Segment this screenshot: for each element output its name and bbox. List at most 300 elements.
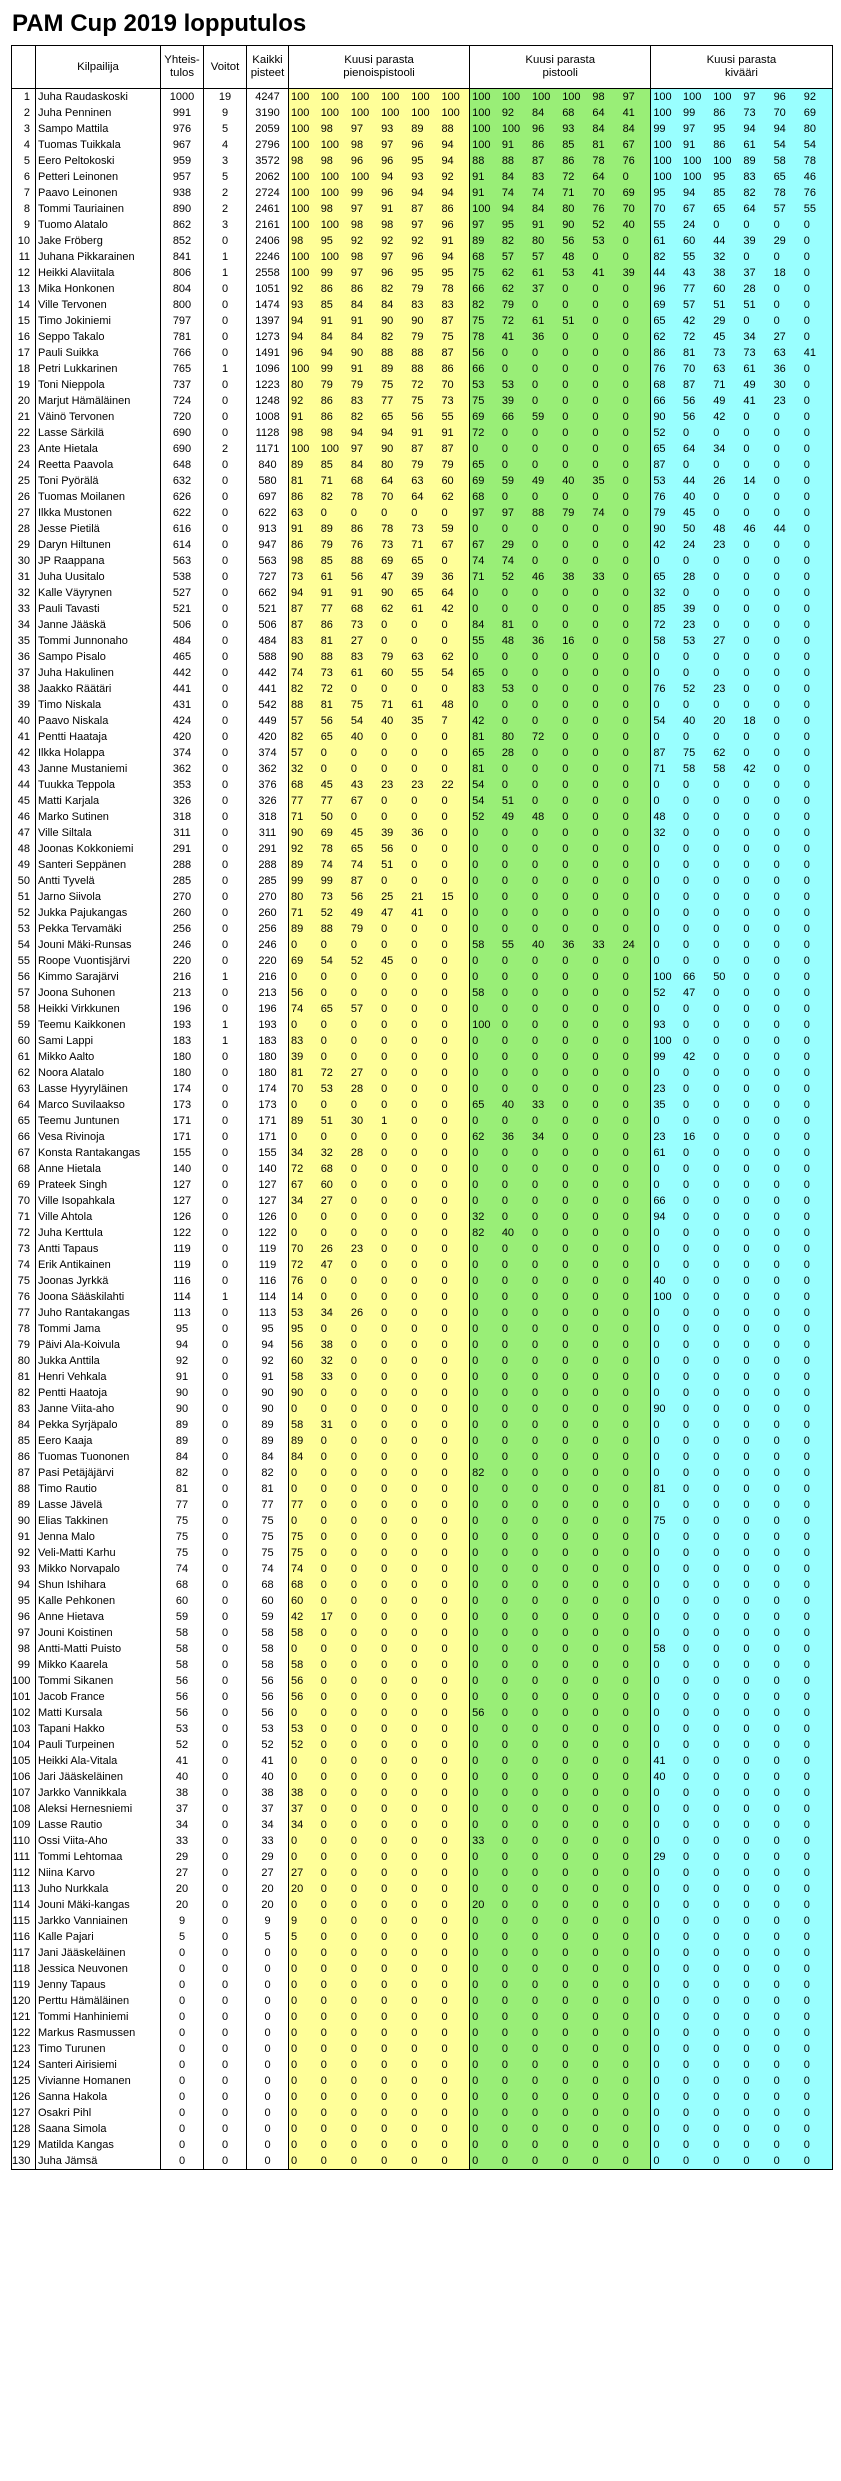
rifle-score: 0 [802,1305,832,1321]
small-pistol-score: 0 [439,905,469,921]
small-pistol-score: 68 [349,601,379,617]
pistol-score: 0 [621,1817,651,1833]
small-pistol-score: 91 [349,313,379,329]
small-pistol-score: 0 [379,1177,409,1193]
rifle-score: 0 [802,393,832,409]
small-pistol-score: 0 [319,1049,349,1065]
pistol-score: 69 [621,185,651,201]
rank-cell: 83 [12,1401,36,1417]
pistol-score: 0 [590,1033,620,1049]
small-pistol-score: 0 [439,1609,469,1625]
rifle-score: 23 [711,681,741,697]
wins-count: 0 [204,697,247,713]
rifle-score: 0 [772,777,802,793]
rifle-score: 0 [772,1721,802,1737]
pistol-score: 86 [560,153,590,169]
rifle-score: 0 [741,1049,771,1065]
small-pistol-score: 0 [379,1817,409,1833]
rifle-score: 0 [741,569,771,585]
pistol-score: 0 [470,857,500,873]
rifle-score: 0 [651,1529,681,1545]
all-points: 127 [247,1193,289,1209]
small-pistol-score: 0 [409,1273,439,1289]
table-row [12,249,833,265]
small-pistol-score: 0 [409,1337,439,1353]
total-score: 173 [161,1097,204,1113]
pistol-score: 0 [560,1609,590,1625]
small-pistol-score: 90 [379,585,409,601]
small-pistol-score: 0 [289,1945,319,1961]
pistol-score: 0 [530,1049,560,1065]
pistol-score: 40 [621,217,651,233]
rifle-score: 0 [741,2057,771,2073]
small-pistol-score: 69 [379,553,409,569]
rifle-score: 68 [651,377,681,393]
all-points: 1171 [247,441,289,457]
rifle-score: 65 [772,169,802,185]
total-score: 127 [161,1177,204,1193]
small-pistol-score: 83 [349,393,379,409]
pistol-score: 0 [470,1401,500,1417]
rifle-score: 0 [711,425,741,441]
rank-cell: 126 [12,2089,36,2105]
small-pistol-score: 64 [439,585,469,601]
small-pistol-score: 100 [319,89,349,106]
pistol-score: 0 [470,2153,500,2170]
pistol-score: 0 [560,1385,590,1401]
rifle-score: 0 [651,1417,681,1433]
competitor-name: Jacob France [36,1689,161,1705]
rifle-score: 0 [651,1881,681,1897]
table-row [12,1993,833,2009]
all-points: 441 [247,681,289,697]
pistol-score: 0 [500,1849,530,1865]
pistol-score: 80 [500,729,530,745]
small-pistol-score: 0 [289,2057,319,2073]
all-points: 1051 [247,281,289,297]
pistol-score: 0 [470,1353,500,1369]
pistol-score: 0 [470,873,500,889]
pistol-score: 0 [560,1225,590,1241]
rifle-score: 0 [802,217,832,233]
small-pistol-score: 54 [319,953,349,969]
table-row [12,1913,833,1929]
small-pistol-score: 0 [409,1529,439,1545]
pistol-score: 100 [470,121,500,137]
competitor-name: Sampo Mattila [36,121,161,137]
pistol-score: 0 [590,1305,620,1321]
pistol-score: 49 [530,473,560,489]
pistol-score: 84 [530,105,560,121]
rank-cell: 7 [12,185,36,201]
pistol-score: 0 [500,1433,530,1449]
small-pistol-score: 0 [409,1481,439,1497]
pistol-score: 0 [470,1113,500,1129]
pistol-score: 0 [530,1353,560,1369]
small-pistol-score: 63 [409,649,439,665]
competitor-name: Jouni Mäki-Runsas [36,937,161,953]
wins-count: 0 [204,745,247,761]
pistol-score: 0 [470,1545,500,1561]
pistol-score: 0 [500,1417,530,1433]
rifle-score: 0 [681,1993,711,2009]
pistol-score: 0 [621,1177,651,1193]
pistol-score: 97 [500,505,530,521]
total-score: 256 [161,921,204,937]
small-pistol-score: 86 [319,281,349,297]
pistol-score: 0 [530,985,560,1001]
pistol-score: 0 [621,489,651,505]
small-pistol-score: 76 [349,537,379,553]
rifle-score: 0 [802,1193,832,1209]
rifle-score: 0 [711,1081,741,1097]
small-pistol-score: 97 [349,441,379,457]
small-pistol-score: 94 [439,249,469,265]
rifle-score: 0 [711,1433,741,1449]
rifle-score: 0 [651,1593,681,1609]
rifle-score: 0 [802,1177,832,1193]
total-score: 56 [161,1705,204,1721]
rifle-score: 0 [772,697,802,713]
small-pistol-score: 0 [409,2073,439,2089]
rank-cell: 16 [12,329,36,345]
small-pistol-score: 0 [409,681,439,697]
wins-count: 0 [204,2009,247,2025]
rifle-score: 0 [711,1369,741,1385]
rifle-score: 0 [711,1481,741,1497]
table-row [12,329,833,345]
pistol-score: 0 [470,1593,500,1609]
wins-count: 0 [204,1833,247,1849]
rank-cell: 78 [12,1321,36,1337]
small-pistol-score: 0 [439,825,469,841]
pistol-score: 0 [470,1305,500,1321]
rifle-score: 49 [741,377,771,393]
rifle-score: 0 [741,825,771,841]
small-pistol-score: 0 [409,857,439,873]
rifle-score: 63 [711,361,741,377]
pistol-score: 0 [500,1065,530,1081]
rifle-score: 0 [681,1001,711,1017]
small-pistol-score: 0 [379,1209,409,1225]
table-row [12,681,833,697]
small-pistol-score: 0 [349,1657,379,1673]
rifle-score: 0 [802,1833,832,1849]
pistol-score: 0 [470,1385,500,1401]
table-row [12,1689,833,1705]
rifle-score: 0 [711,2041,741,2057]
rank-cell: 24 [12,457,36,473]
small-pistol-score: 0 [319,1913,349,1929]
pistol-score: 53 [500,377,530,393]
rifle-score: 73 [711,345,741,361]
small-pistol-score: 0 [349,1705,379,1721]
all-points: 580 [247,473,289,489]
rank-cell: 54 [12,937,36,953]
small-pistol-score: 0 [319,969,349,985]
pistol-score: 0 [500,1161,530,1177]
all-points: 122 [247,1225,289,1241]
small-pistol-score: 0 [319,1753,349,1769]
pistol-score: 0 [500,761,530,777]
pistol-score: 0 [530,1625,560,1641]
pistol-score: 0 [621,665,651,681]
pistol-score: 0 [530,393,560,409]
rifle-score: 58 [651,1641,681,1657]
rifle-score: 0 [741,1017,771,1033]
small-pistol-score: 60 [439,473,469,489]
small-pistol-score: 73 [349,617,379,633]
table-row [12,1321,833,1337]
rank-cell: 34 [12,617,36,633]
rank-cell: 88 [12,1481,36,1497]
rank-cell: 29 [12,537,36,553]
rifle-score: 58 [681,761,711,777]
rifle-score: 99 [681,105,711,121]
pistol-score: 0 [560,857,590,873]
table-row [12,1145,833,1161]
total-score: 91 [161,1369,204,1385]
rifle-score: 16 [681,1129,711,1145]
pistol-score: 84 [500,169,530,185]
total-score: 431 [161,697,204,713]
small-pistol-score: 56 [289,985,319,1001]
competitor-name: Joona Suhonen [36,985,161,1001]
small-pistol-score: 79 [409,457,439,473]
rifle-score: 0 [772,1193,802,1209]
small-pistol-score: 0 [289,1465,319,1481]
small-pistol-score: 0 [379,1881,409,1897]
pistol-score: 0 [500,1561,530,1577]
rifle-score: 0 [711,1049,741,1065]
small-pistol-score: 0 [379,1929,409,1945]
small-pistol-score: 14 [289,1289,319,1305]
pistol-score: 0 [470,2105,500,2121]
small-pistol-score: 82 [379,281,409,297]
all-points: 20 [247,1881,289,1897]
small-pistol-score: 0 [349,1641,379,1657]
small-pistol-score: 0 [379,681,409,697]
small-pistol-score: 75 [349,697,379,713]
wins-count: 0 [204,1689,247,1705]
total-score: 806 [161,265,204,281]
pistol-score: 0 [590,1753,620,1769]
pistol-score: 66 [470,281,500,297]
small-pistol-score: 0 [289,2121,319,2137]
all-points: 2796 [247,137,289,153]
rifle-score: 79 [651,505,681,521]
pistol-score: 0 [621,441,651,457]
rifle-score: 37 [741,265,771,281]
small-pistol-score: 99 [319,265,349,281]
rank-cell: 68 [12,1161,36,1177]
wins-count: 0 [204,2105,247,2121]
small-pistol-score: 0 [319,2105,349,2121]
rifle-score: 0 [741,505,771,521]
small-pistol-score: 0 [319,1865,349,1881]
small-pistol-score: 0 [289,2153,319,2170]
pistol-score: 0 [621,1945,651,1961]
small-pistol-score: 0 [409,921,439,937]
rifle-score: 0 [772,1961,802,1977]
rank-cell: 70 [12,1193,36,1209]
rifle-score: 0 [802,2121,832,2137]
rifle-score: 24 [681,537,711,553]
rank-cell: 103 [12,1721,36,1737]
table-row [12,2025,833,2041]
small-pistol-score: 0 [439,1321,469,1337]
pistol-score: 0 [590,521,620,537]
wins-count: 0 [204,489,247,505]
small-pistol-score: 0 [349,505,379,521]
pistol-score: 0 [621,553,651,569]
table-row [12,1769,833,1785]
small-pistol-score: 53 [319,1081,349,1097]
pistol-score: 74 [500,553,530,569]
small-pistol-score: 96 [379,265,409,281]
pistol-score: 0 [560,713,590,729]
table-row [12,1337,833,1353]
small-pistol-score: 95 [439,265,469,281]
rifle-score: 86 [711,137,741,153]
rifle-score: 0 [772,905,802,921]
small-pistol-score: 98 [349,137,379,153]
pistol-score: 0 [530,1801,560,1817]
pistol-score: 0 [530,793,560,809]
small-pistol-score: 0 [319,1033,349,1049]
rifle-score: 0 [802,1737,832,1753]
rifle-score: 0 [741,425,771,441]
small-pistol-score: 0 [439,505,469,521]
rifle-score: 0 [711,2153,741,2170]
all-points: 913 [247,521,289,537]
rifle-score: 0 [741,1993,771,2009]
pistol-score: 0 [560,457,590,473]
pistol-score: 0 [560,1257,590,1273]
pistol-score: 36 [560,937,590,953]
pistol-score: 53 [470,377,500,393]
total-score: 0 [161,1961,204,1977]
rifle-score: 0 [802,1369,832,1385]
rifle-score: 0 [681,1737,711,1753]
pistol-score: 0 [470,1657,500,1673]
small-pistol-score: 0 [379,1081,409,1097]
pistol-score: 0 [621,729,651,745]
competitor-name: Lasse Rautio [36,1817,161,1833]
rifle-score: 100 [651,969,681,985]
small-pistol-score: 0 [319,1945,349,1961]
rifle-score: 0 [802,1289,832,1305]
small-pistol-score: 87 [289,617,319,633]
pistol-score: 0 [621,1881,651,1897]
small-pistol-score: 81 [289,473,319,489]
pistol-score: 0 [590,1401,620,1417]
small-pistol-score: 90 [289,649,319,665]
small-pistol-score: 0 [409,1417,439,1433]
small-pistol-score: 57 [289,745,319,761]
rifle-score: 0 [711,1929,741,1945]
pistol-score: 0 [530,1593,560,1609]
rifle-score: 46 [802,169,832,185]
pistol-score: 0 [621,905,651,921]
rank-cell: 79 [12,1337,36,1353]
small-pistol-score: 57 [349,1001,379,1017]
pistol-score: 0 [621,1561,651,1577]
rifle-score: 0 [772,2089,802,2105]
small-pistol-score: 65 [349,841,379,857]
pistol-score: 0 [530,889,560,905]
small-pistol-score: 0 [409,1033,439,1049]
rifle-score: 0 [711,1353,741,1369]
pistol-score: 0 [621,169,651,185]
wins-count: 0 [204,377,247,393]
rifle-score: 0 [772,505,802,521]
total-score: 374 [161,745,204,761]
rifle-score: 72 [651,617,681,633]
small-pistol-score: 0 [379,745,409,761]
small-pistol-score: 74 [319,857,349,873]
small-pistol-score: 79 [319,537,349,553]
small-pistol-score: 65 [409,553,439,569]
rifle-score: 73 [741,105,771,121]
pistol-score: 0 [470,1257,500,1273]
table-row [12,841,833,857]
pistol-score: 0 [560,1161,590,1177]
rifle-score: 51 [741,297,771,313]
small-pistol-score: 96 [289,345,319,361]
pistol-score: 0 [621,1081,651,1097]
rifle-score: 0 [651,1337,681,1353]
rifle-score: 100 [651,169,681,185]
competitor-name: Marjut Hämäläinen [36,393,161,409]
wins-count: 0 [204,505,247,521]
pistol-score: 55 [500,937,530,953]
rank-cell: 81 [12,1369,36,1385]
wins-count: 0 [204,2041,247,2057]
small-pistol-score: 89 [379,361,409,377]
total-score: 77 [161,1497,204,1513]
small-pistol-score: 0 [439,2105,469,2121]
all-points: 1128 [247,425,289,441]
all-points: 270 [247,889,289,905]
small-pistol-score: 95 [289,1321,319,1337]
pistol-score: 0 [500,361,530,377]
table-row [12,1177,833,1193]
rifle-score: 0 [681,889,711,905]
rifle-score: 0 [741,1609,771,1625]
rifle-score: 0 [772,1673,802,1689]
table-row [12,1369,833,1385]
rifle-score: 0 [651,697,681,713]
competitor-name: Antti Tapaus [36,1241,161,1257]
total-score: 126 [161,1209,204,1225]
small-pistol-score: 78 [319,841,349,857]
small-pistol-score: 76 [289,1273,319,1289]
all-points: 113 [247,1305,289,1321]
rifle-score: 0 [802,2009,832,2025]
small-pistol-score: 0 [349,1289,379,1305]
pistol-score: 0 [470,1513,500,1529]
pistol-score: 0 [470,953,500,969]
rifle-score: 94 [741,121,771,137]
pistol-score: 0 [560,1033,590,1049]
wins-count: 0 [204,953,247,969]
rifle-score: 0 [802,1993,832,2009]
pistol-score: 0 [560,1769,590,1785]
wins-count: 0 [204,1961,247,1977]
pistol-score: 91 [470,169,500,185]
rifle-score: 0 [802,1225,832,1241]
